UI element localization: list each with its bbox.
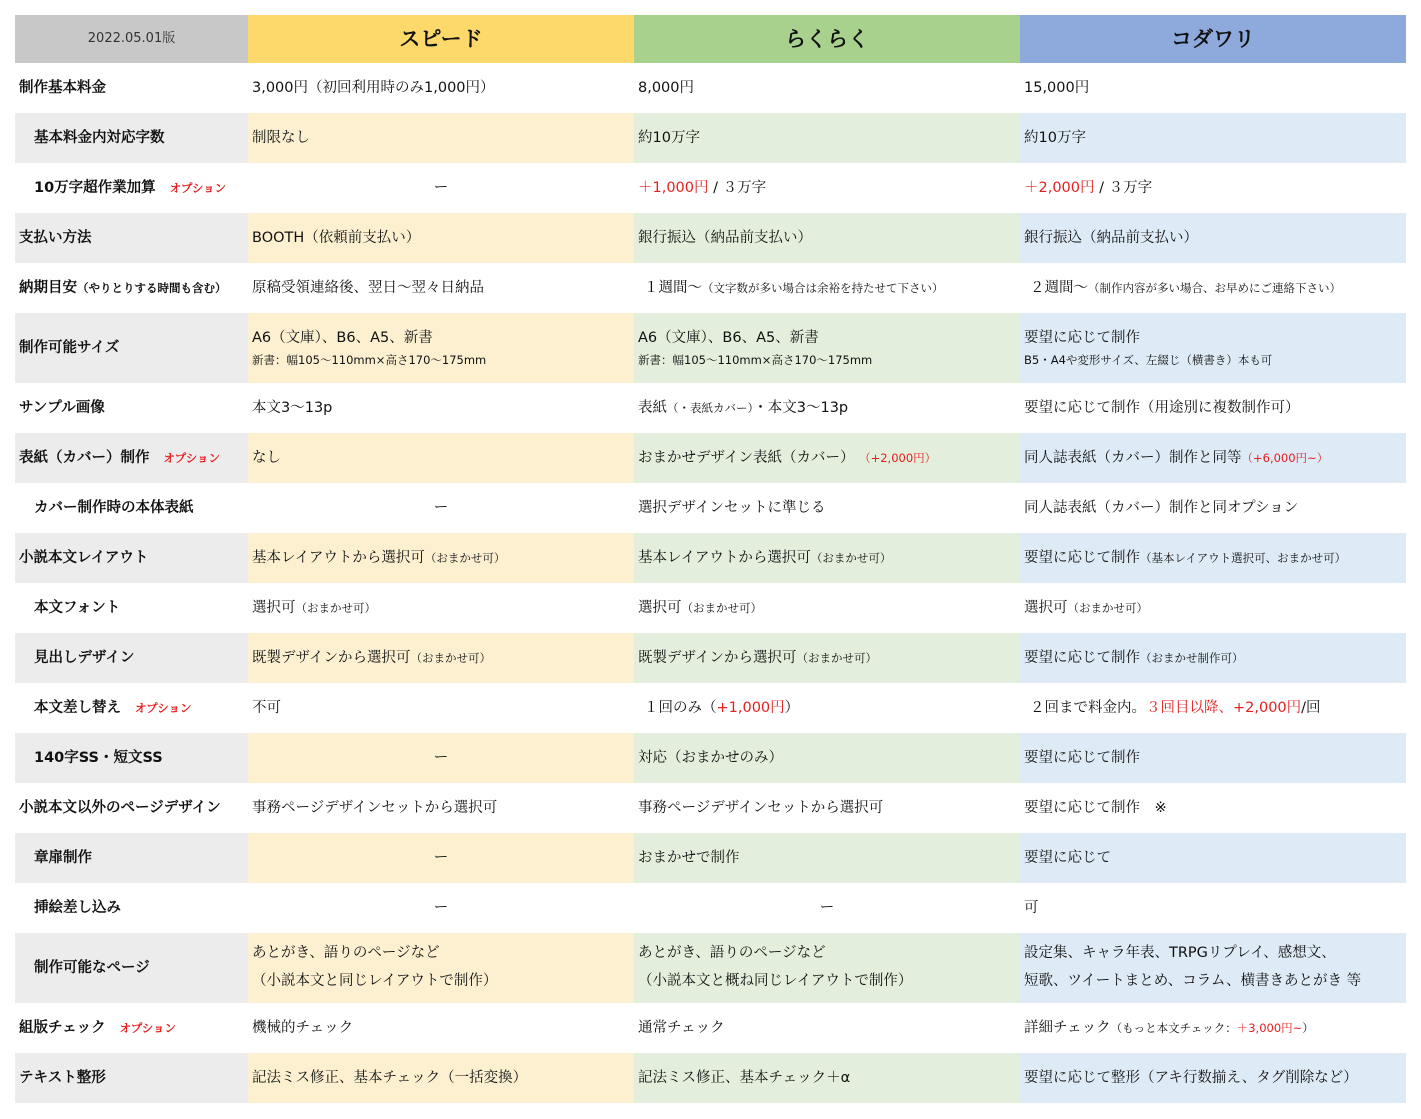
row-label-note: （やりとりする時間も含む） [77, 280, 227, 295]
cell-note: B5・A4や変形サイズ、左綴じ（横書き）本も可 [1024, 352, 1273, 367]
cell-text: （小説本文と同じレイアウトで制作） [252, 973, 498, 989]
cell-text: 詳細チェック [1024, 1019, 1111, 1036]
price-comparison-table [15, 15, 1406, 1103]
cell-text: 選択可 [1024, 599, 1068, 616]
speed-cell: ー [248, 833, 634, 883]
cell-note: （文字数が多い場合は余裕を持たせて下さい） [702, 280, 944, 295]
price-red: ＋2,000円 [1024, 179, 1095, 196]
kodawari-cell [1020, 933, 1406, 1003]
header-row [15, 15, 1406, 63]
row-label-text: 納期目安 [19, 279, 77, 296]
cell-text: ２回まで料金内。 [1030, 699, 1146, 716]
cell-text: 選択可 [638, 599, 682, 616]
rakuraku-cell: 記法ミス修正、基本チェック＋α [634, 1053, 1020, 1103]
cell-text: 基本レイアウトから選択可 [638, 549, 811, 566]
rakuraku-cell [634, 533, 1020, 583]
kodawari-cell: 要望に応じて制作（用途別に複数制作可） [1024, 399, 1300, 416]
cell-text: 既製デザインから選択可 [638, 649, 797, 666]
table-row [15, 883, 1406, 933]
row-label [15, 263, 248, 313]
cell-text: 要望に応じて制作 [1024, 329, 1140, 346]
speed-cell: 制限なし [248, 113, 634, 163]
rakuraku-cell: 選択デザインセットに準じる [638, 499, 826, 516]
price-red: ３回目以降、+2,000円 [1146, 699, 1302, 716]
table-row [15, 583, 1406, 633]
rakuraku-cell [634, 683, 1020, 733]
kodawari-cell [1020, 1003, 1406, 1053]
row-label: サンプル画像 [19, 399, 105, 416]
row-label: 小説本文レイアウト [15, 533, 248, 583]
speed-cell: 機械的チェック [252, 1019, 354, 1036]
speed-cell: 事務ページデザインセットから選択可 [252, 799, 498, 816]
kodawari-cell: 約10万字 [1020, 113, 1406, 163]
cell-note: （・表紙カバー） [667, 400, 754, 415]
rakuraku-cell [634, 163, 1020, 213]
cell-text: 設定集、キャラ年表、TRPGリプレイ、感想文、 [1024, 945, 1336, 962]
row-label: 制作可能サイズ [15, 313, 248, 383]
kodawari-cell: 要望に応じて制作 [1020, 733, 1406, 783]
kodawari-cell: 同人誌表紙（カバー）制作と同オプション [1024, 499, 1299, 516]
rakuraku-cell: 対応（おまかせのみ） [634, 733, 1020, 783]
option-tag: オプション [163, 450, 220, 465]
row-label-text: 表紙（カバー）制作 [19, 449, 150, 466]
cell-text: 既製デザインから選択可 [252, 649, 411, 666]
cell-note: （おまかせ可） [796, 650, 877, 665]
cell-text: あとがき、語りのページなど [638, 945, 826, 962]
row-label: 挿絵差し込み [34, 899, 121, 916]
table-row [15, 633, 1406, 683]
cell-text: １回のみ（ [644, 699, 717, 716]
cell-text: ・本文3〜13p [753, 399, 849, 416]
table-row [15, 313, 1406, 383]
speed-cell [248, 533, 634, 583]
rakuraku-cell: 約10万字 [634, 113, 1020, 163]
price-red: （+6,000円~） [1241, 450, 1329, 465]
kodawari-cell [1020, 533, 1406, 583]
table-row [15, 1003, 1406, 1053]
kodawari-cell: 要望に応じて整形（アキ行数揃え、タグ削除など） [1020, 1053, 1406, 1103]
rakuraku-cell [634, 263, 1020, 313]
cell-note: ） [1302, 1020, 1314, 1035]
option-tag: オプション [119, 1020, 177, 1035]
speed-cell [248, 933, 634, 1003]
table-row [15, 113, 1406, 163]
rakuraku-cell [634, 633, 1020, 683]
version-label: 2022.05.01版 [15, 15, 248, 63]
row-label: 140字SS・短文SS [15, 733, 248, 783]
cell-text: A6（文庫）、B6、A5、新書 [252, 329, 433, 346]
cell-note: 新書：幅105〜110mm×高さ170〜175mm [252, 352, 487, 367]
rakuraku-cell [634, 313, 1020, 383]
row-label: 基本料金内対応字数 [15, 113, 248, 163]
table-row [15, 63, 1406, 113]
cell-note: （おまかせ可） [295, 600, 376, 615]
kodawari-cell: 銀行振込（納品前支払い） [1020, 213, 1406, 263]
speed-cell: 本文3〜13p [252, 399, 333, 416]
table-row [15, 213, 1406, 263]
row-label: 支払い方法 [15, 213, 248, 263]
rakuraku-cell [634, 583, 1020, 633]
speed-cell: ー [433, 499, 449, 516]
kodawari-cell: 15,000円 [1024, 79, 1090, 96]
cell-text: １週間〜 [644, 279, 702, 296]
cell-text: A6（文庫）、B6、A5、新書 [638, 329, 819, 346]
speed-cell: 原稿受領連絡後、翌日〜翌々日納品 [252, 279, 484, 296]
speed-cell: ー [433, 899, 449, 916]
table-row [15, 833, 1406, 883]
kodawari-cell [1020, 263, 1406, 313]
speed-cell [248, 633, 634, 683]
cell-text: /回 [1301, 699, 1321, 716]
cell-note: （おまかせ可） [410, 650, 491, 665]
table-row [15, 683, 1406, 733]
rakuraku-cell [634, 383, 1020, 433]
speed-cell: BOOTH（依頼前支払い） [248, 213, 634, 263]
row-label-text: 組版チェック [19, 1019, 106, 1036]
cell-text: 要望に応じて制作 [1024, 549, 1140, 566]
kodawari-cell: 可 [1024, 899, 1039, 916]
table-row [15, 383, 1406, 433]
table-row [15, 533, 1406, 583]
cell-text: 要望に応じて制作 [1024, 649, 1140, 666]
row-label: 制作可能なページ [15, 933, 248, 1003]
price-red: +1,000円 [716, 699, 785, 716]
price-red: ＋1,000円 [638, 179, 709, 196]
cell-note: （基本レイアウト選択可、おまかせ可） [1140, 550, 1347, 565]
cell-text: （小説本文と概ね同じレイアウトで制作） [638, 973, 913, 989]
cell-note: （おまかせ可） [681, 600, 762, 615]
row-label: カバー制作時の本体表紙 [34, 499, 194, 516]
speed-cell: 記法ミス修正、基本チェック（一括変換） [248, 1053, 634, 1103]
speed-cell: ー [248, 733, 634, 783]
row-label [15, 683, 248, 733]
cell-text: あとがき、語りのページなど [252, 945, 440, 962]
option-tag: オプション [169, 180, 227, 195]
kodawari-cell [1020, 313, 1406, 383]
row-label: テキスト整形 [15, 1053, 248, 1103]
cell-note: （おまかせ可） [810, 550, 892, 565]
speed-cell: 不可 [252, 699, 281, 716]
table-row [15, 483, 1406, 533]
rakuraku-cell: おまかせで制作 [634, 833, 1020, 883]
table-row [15, 263, 1406, 313]
row-label: 小説本文以外のページデザイン [19, 799, 221, 816]
row-label [15, 1003, 248, 1053]
price-red: （+2,000円） [859, 450, 937, 465]
cell-note: （制作内容が多い場合、お早めにご連絡下さい） [1088, 280, 1341, 295]
price-red: ＋3,000円~ [1236, 1020, 1303, 1035]
row-label-text: 本文差し替え [34, 699, 121, 716]
speed-cell: 3,000円（初回利用時のみ1,000円） [252, 79, 495, 96]
cell-note: （おまかせ可） [1067, 600, 1148, 615]
cell-text: 基本レイアウトから選択可 [252, 549, 425, 566]
table-row [15, 783, 1406, 833]
row-label [15, 433, 248, 483]
row-label [15, 163, 248, 213]
plan-header-rakuraku: らくらく [634, 15, 1020, 63]
plan-header-speed: スピード [248, 15, 634, 63]
table-row [15, 933, 1406, 1003]
cell-text: おまかせデザイン表紙（カバー） [638, 449, 855, 466]
row-label-text: 10万字超作業加算 [34, 179, 156, 196]
rakuraku-cell: ー [819, 899, 835, 916]
kodawari-cell [1020, 683, 1406, 733]
table-row [15, 163, 1406, 213]
rakuraku-cell: 8,000円 [638, 79, 695, 96]
rakuraku-cell [634, 933, 1020, 1003]
rakuraku-cell: 通常チェック [638, 1019, 725, 1036]
table-row [15, 733, 1406, 783]
cell-text: ２週間〜 [1030, 279, 1088, 296]
row-label: 章扉制作 [15, 833, 248, 883]
row-label: 本文フォント [34, 599, 121, 616]
table-row [15, 1053, 1406, 1103]
option-tag: オプション [135, 700, 192, 715]
speed-cell: なし [248, 433, 634, 483]
kodawari-cell [1020, 433, 1406, 483]
speed-cell [248, 583, 634, 633]
cell-note: 新書：幅105〜110mm×高さ170〜175mm [638, 352, 873, 367]
kodawari-cell [1020, 163, 1406, 213]
cell-text: 表紙 [638, 399, 667, 416]
plan-header-kodawari: コダワリ [1020, 15, 1406, 63]
cell-note: （もっと本文チェック： [1110, 1020, 1237, 1035]
cell-text: 選択可 [252, 599, 296, 616]
cell-note: （おまかせ可） [424, 550, 506, 565]
row-label: 制作基本料金 [19, 79, 106, 96]
rakuraku-cell [634, 433, 1020, 483]
price-comparison-table-container [15, 15, 1406, 1103]
rakuraku-cell: 事務ページデザインセットから選択可 [638, 799, 884, 816]
speed-cell [248, 313, 634, 383]
cell-text: / ３万字 [713, 179, 767, 196]
kodawari-cell [1020, 633, 1406, 683]
cell-note: （おまかせ制作可） [1140, 650, 1244, 665]
rakuraku-cell: 銀行振込（納品前支払い） [634, 213, 1020, 263]
cell-text: 短歌、ツイートまとめ、コラム、横書きあとがき 等 [1024, 973, 1362, 989]
cell-text: ） [784, 699, 800, 716]
table-row [15, 433, 1406, 483]
kodawari-cell: 要望に応じて制作 ※ [1024, 799, 1167, 816]
speed-cell: ー [433, 179, 449, 196]
kodawari-cell: 要望に応じて [1020, 833, 1406, 883]
cell-text: / ３万字 [1099, 179, 1153, 196]
cell-text: 同人誌表紙（カバー）制作と同等 [1024, 449, 1242, 466]
row-label: 見出しデザイン [15, 633, 248, 683]
kodawari-cell [1020, 583, 1406, 633]
